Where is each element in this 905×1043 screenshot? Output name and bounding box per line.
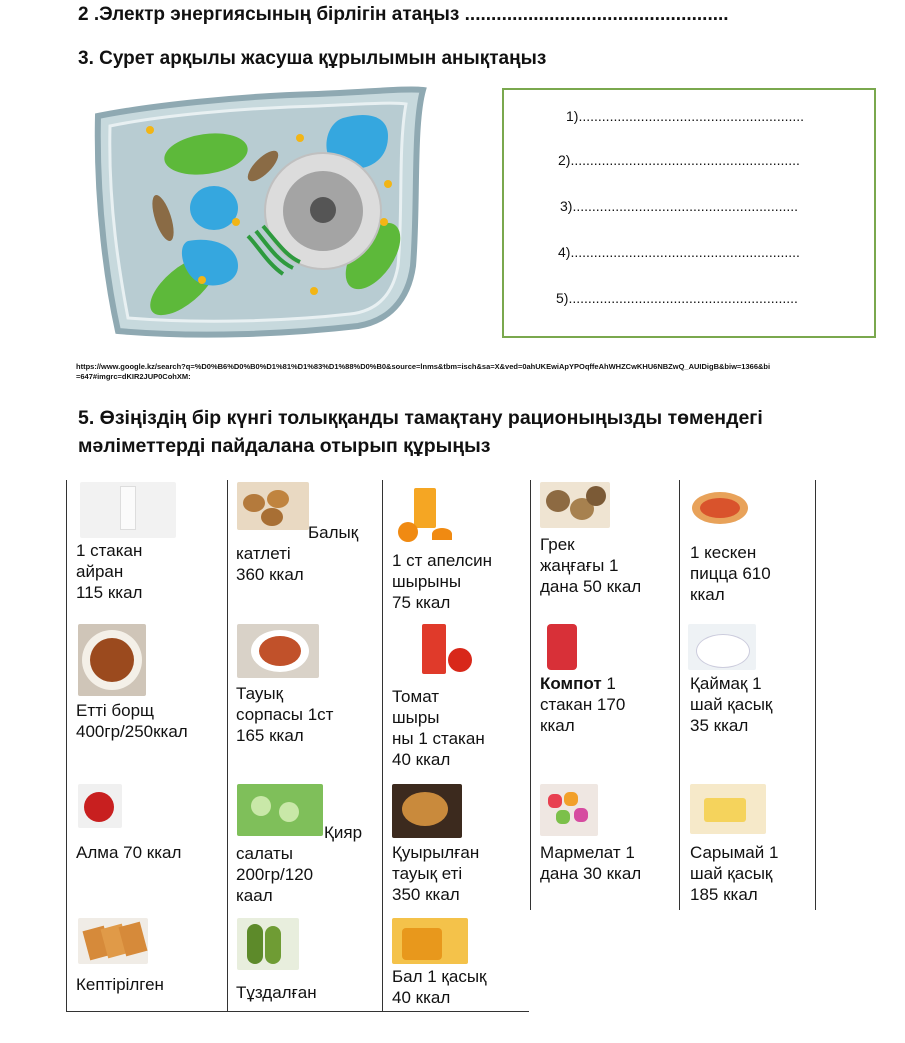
food-calorie-table bbox=[0, 480, 905, 1015]
question-2: 2 .Электр энергиясының бірлігін атаңыз .................................................. bbox=[78, 4, 729, 25]
food-label: Балық катлеті 360 ккал bbox=[236, 523, 359, 584]
food-label: Қияр салаты 200гр/120 каал bbox=[236, 823, 363, 905]
food-label: Етті борщ 400гр/250ккал bbox=[76, 701, 188, 741]
fried-chicken-image bbox=[392, 784, 462, 838]
food-item bbox=[690, 842, 778, 905]
answer-line-2[interactable]: 2)........................................................... bbox=[558, 152, 800, 168]
orange-juice-image bbox=[392, 488, 458, 544]
answer-line-1[interactable]: 1).......................................................... bbox=[566, 108, 805, 124]
food-item bbox=[392, 966, 486, 1008]
pizza-image bbox=[690, 490, 750, 528]
question-5: 5. Өзіңіздің бір күнгі толыққанды тамақтану рационыңызды төмендегі мәліметтерді пайдалана отырып құрыңыз bbox=[78, 407, 763, 457]
honey-image bbox=[392, 918, 468, 964]
food-label: Бал 1 қасық 40 ккал bbox=[392, 967, 487, 1007]
food-label: Алма 70 ккал bbox=[76, 843, 182, 862]
answer-line-4[interactable]: 4)........................................................... bbox=[558, 244, 800, 260]
food-label: 1 кескен пицца 610 ккал bbox=[690, 543, 771, 604]
food-item bbox=[236, 683, 333, 746]
food-item bbox=[392, 686, 485, 770]
borscht-image bbox=[78, 624, 146, 696]
walnut-image bbox=[540, 482, 610, 528]
food-label: Мармелат 1 дана 30 ккал bbox=[540, 843, 642, 883]
ayran-image bbox=[80, 482, 176, 538]
food-label: Сарымай 1 шай қасық 185 ккал bbox=[690, 843, 779, 904]
marmalade-image bbox=[540, 784, 598, 836]
food-label: Томат шыры ны 1 стакан 40 ккал bbox=[392, 687, 485, 769]
food-item bbox=[392, 842, 479, 905]
food-label: 1 ст апелсин шырыны 75 ккал bbox=[392, 551, 493, 612]
food-label: Қаймақ 1 шай қасық 35 ккал bbox=[690, 674, 773, 735]
food-item bbox=[540, 534, 641, 597]
food-item bbox=[76, 842, 181, 863]
food-item bbox=[236, 822, 376, 906]
food-item bbox=[76, 974, 164, 995]
food-item bbox=[76, 540, 142, 603]
food-label: Тауық сорпасы 1ст 165 ккал bbox=[236, 684, 334, 745]
source-url-text: https://www.google.kz/search?q=%D0%B6%D0%B0%D1%81%D1%83%D1%88%D0%B0&source=lnms&tbm=isch&sa=X&ved=0ahUKEwiApYPOqffeAhWHZCwKHU6NBZwQ_AUIDigB&biw=1366&bi =647#imgrc=dKIR2JUP0CohXM: bbox=[76, 362, 771, 381]
compote-image bbox=[545, 624, 579, 672]
plant-cell-diagram bbox=[88, 86, 430, 338]
tomato-juice-image bbox=[418, 624, 476, 678]
dried-bread-image bbox=[78, 918, 148, 964]
food-item bbox=[540, 673, 625, 736]
food-item bbox=[76, 700, 188, 742]
pickles-image bbox=[237, 918, 299, 970]
food-label: 1 стакан айран 115 ккал bbox=[76, 541, 143, 602]
food-label: Грек жаңғағы 1 дана 50 ккал bbox=[540, 535, 642, 596]
food-label: Тұздалған bbox=[236, 983, 317, 1002]
food-label: Кептірілген bbox=[76, 975, 164, 994]
food-item bbox=[236, 982, 317, 1003]
food-item bbox=[392, 550, 492, 613]
answers-box bbox=[502, 88, 876, 338]
food-item bbox=[236, 522, 376, 585]
chicken-soup-image bbox=[237, 624, 319, 678]
answer-line-3[interactable]: 3).......................................................... bbox=[560, 198, 799, 214]
food-label-bold: Компот bbox=[540, 674, 602, 693]
food-item bbox=[690, 542, 771, 605]
food-label: 1 стакан 170 ккал bbox=[540, 674, 626, 735]
food-label: Қуырылған тауық еті 350 ккал bbox=[392, 843, 480, 904]
sour-cream-image bbox=[688, 624, 756, 670]
food-item bbox=[690, 673, 772, 736]
butter-image bbox=[690, 784, 766, 834]
answer-line-5[interactable]: 5)........................................................... bbox=[556, 290, 798, 306]
source-url bbox=[76, 362, 905, 382]
question-3: 3. Сурет арқылы жасуша құрылымын анықтаңыз bbox=[78, 48, 547, 69]
apple-image bbox=[78, 784, 122, 828]
food-item bbox=[540, 842, 641, 884]
